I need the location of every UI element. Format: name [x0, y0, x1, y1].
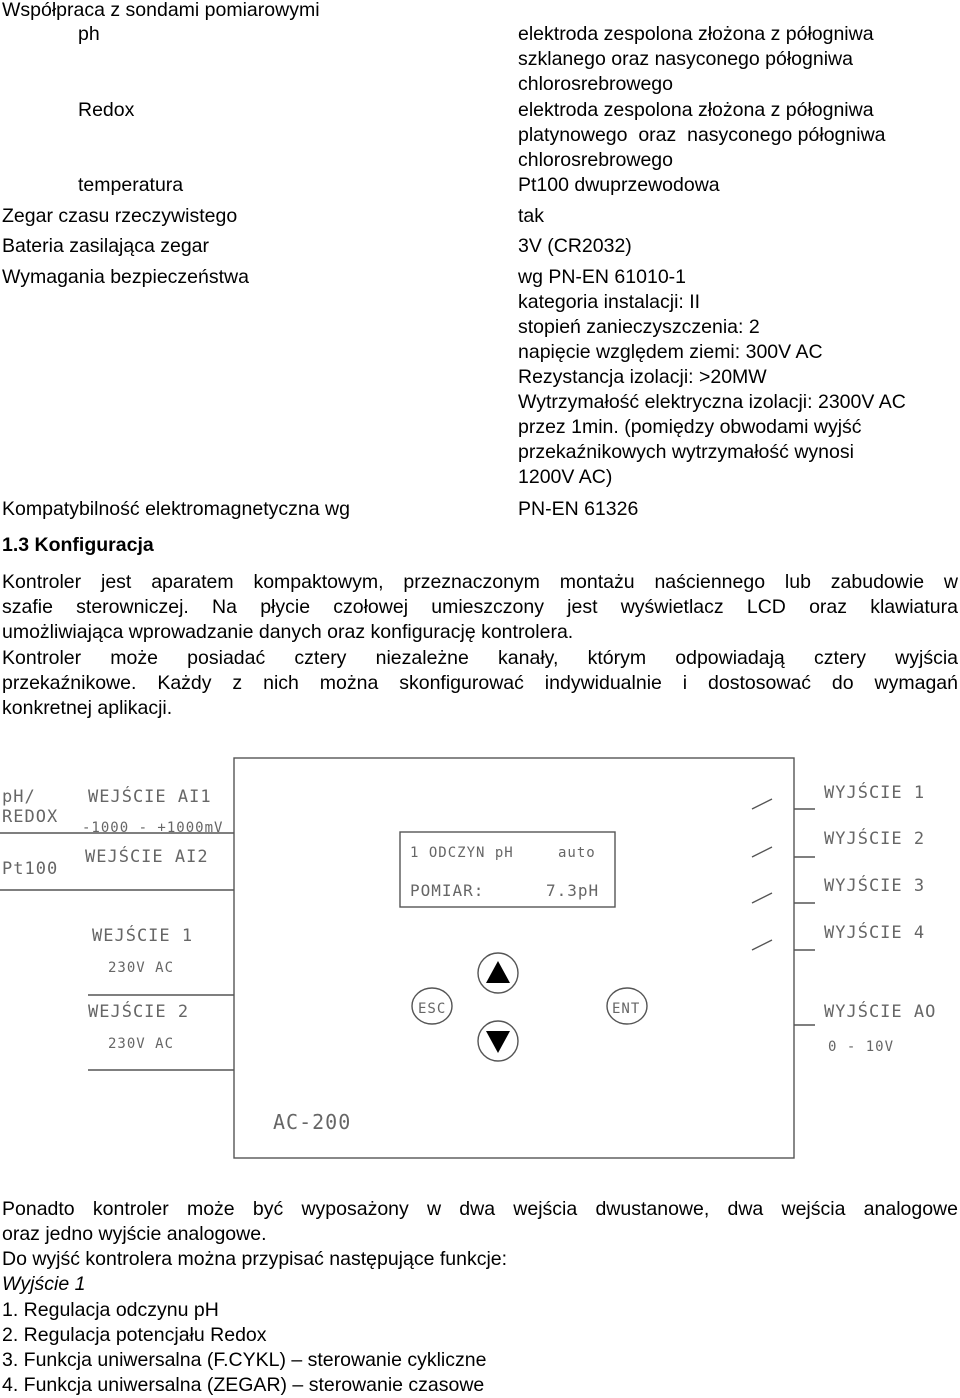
spec-label-ph: ph	[78, 23, 100, 45]
label-ai2: WEJŚCIE AI2	[85, 847, 209, 867]
lcd-line2-right: 7.3pH	[546, 881, 600, 900]
spec-value-battery: 3V (CR2032)	[518, 235, 632, 257]
label-out2: WYJŚCIE 2	[824, 829, 926, 849]
arrow-down-icon	[486, 1031, 510, 1053]
label-di1-volt: 230V AC	[108, 960, 175, 976]
label-out4: WYJŚCIE 4	[824, 923, 926, 943]
spec-label-emc: Kompatybilność elektromagnetyczna wg	[2, 498, 350, 520]
label-di2-volt: 230V AC	[108, 1036, 175, 1052]
spec-value-safety-8: przekaźnikowych wytrzymałość wynosi	[518, 441, 854, 463]
list-item: 4. Funkcja uniwersalna (ZEGAR) – sterowanie czasowe	[2, 1374, 485, 1396]
label-out3: WYJŚCIE 3	[824, 876, 926, 896]
label-ai1-range: -1000 - +1000mV	[82, 820, 224, 836]
spec-value-redox-1: elektroda zespolona złożona z półogniwa	[518, 99, 874, 121]
spec-label-battery: Bateria zasilająca zegar	[2, 235, 210, 257]
label-di1: WEJŚCIE 1	[92, 926, 194, 946]
spec-value-safety-6: Wytrzymałość elektryczna izolacji: 2300V AC	[518, 391, 906, 413]
label-ph-redox-2: REDOX	[2, 807, 59, 827]
paragraph-line: przekaźnikowe. Każdy z nich można skonfigurować indywidualnie i dostosować do wymagań	[2, 672, 958, 694]
list-item: 3. Funkcja uniwersalna (F.CYKL) – sterowanie cykliczne	[2, 1349, 487, 1371]
spec-value-redox-2: platynowego oraz nasyconego półogniwa	[518, 124, 886, 146]
spec-value-safety-9: 1200V AC)	[518, 466, 613, 488]
paragraph-line: Ponadto kontroler może być wyposażony w dwa wejścia dwustanowe, dwa wejścia analogowe	[2, 1198, 958, 1220]
spec-value-emc: PN-EN 61326	[518, 498, 639, 520]
paragraph-intro	[2, 570, 958, 645]
spec-label-probes: Współpraca z sondami pomiarowymi	[2, 0, 320, 21]
relay-switch-2	[752, 847, 815, 857]
spec-label-safety: Wymagania bezpieczeństwa	[2, 266, 249, 288]
relay-switch-4	[752, 940, 815, 950]
spec-value-redox-3: chlorosrebrowego	[518, 149, 674, 171]
spec-label-temperature: temperatura	[78, 174, 184, 196]
lcd-line1-right: auto	[558, 845, 596, 861]
section-title: 1.3 Konfiguracja	[2, 534, 154, 556]
paragraph-line: Kontroler jest aparatem kompaktowym, przeznaczonym montażu naściennego lub zabudowie w	[2, 571, 958, 593]
lcd-line2-left: POMIAR:	[410, 881, 485, 900]
spec-label-redox: Redox	[78, 99, 135, 121]
paragraph-line: oraz jedno wyjście analogowe.	[2, 1223, 267, 1245]
spec-label-rtc: Zegar czasu rzeczywistego	[2, 205, 238, 227]
arrow-up-icon	[486, 961, 510, 983]
spec-value-ph-1: elektroda zespolona złożona z półogniwa	[518, 23, 874, 45]
label-ph-redox-1: pH/	[2, 787, 36, 807]
output-heading: Wyjście 1	[2, 1273, 86, 1295]
spec-value-safety-2: kategoria instalacji: II	[518, 291, 701, 313]
spec-value-temperature: Pt100 dwuprzewodowa	[518, 174, 720, 196]
spec-value-safety-3: stopień zanieczyszczenia: 2	[518, 316, 760, 338]
paragraph-functions-intro: Do wyjść kontrolera można przypisać następujące funkcje:	[2, 1248, 508, 1270]
label-outao: WYJŚCIE AO	[824, 1002, 937, 1022]
paragraph-line: umożliwiająca wprowadzanie danych oraz konfigurację kontrolera.	[2, 621, 574, 643]
spec-value-safety-4: napięcie względem ziemi: 300V AC	[518, 341, 823, 363]
spec-value-safety-7: przez 1min. (pomiędzy obwodami wyjść	[518, 416, 862, 438]
paragraph-line: szafie sterowniczej. Na płycie czołowej umieszczony jest wyświetlacz LCD oraz klawiatura	[2, 596, 958, 618]
label-outao-range: 0 - 10V	[828, 1039, 895, 1055]
spec-value-safety-5: Rezystancja izolacji: >20MW	[518, 366, 767, 388]
lcd-line1-left: 1 ODCZYN pH	[410, 845, 514, 861]
label-pt100: Pt100	[2, 859, 59, 879]
front-panel-diagram	[0, 755, 960, 1175]
paragraph-channels	[2, 646, 958, 721]
paragraph-extra-io	[2, 1197, 958, 1247]
list-item: 1. Regulacja odczynu pH	[2, 1299, 219, 1321]
model-label: AC-200	[273, 1110, 352, 1134]
label-ai1: WEJŚCIE AI1	[88, 787, 212, 807]
relay-switch-3	[752, 893, 815, 903]
label-di2: WEJŚCIE 2	[88, 1002, 190, 1022]
spec-value-safety-1: wg PN-EN 61010-1	[518, 266, 686, 288]
ent-key-label: ENT	[612, 1001, 641, 1017]
enclosure-outline	[234, 758, 794, 1158]
spec-value-ph-2: szklanego oraz nasyconego półogniwa	[518, 48, 853, 70]
esc-key-label: ESC	[418, 1001, 447, 1017]
spec-value-rtc: tak	[518, 205, 545, 227]
spec-value-ph-3: chlorosrebrowego	[518, 73, 674, 95]
paragraph-line: Kontroler może posiadać cztery niezależne kanały, którym odpowiadają cztery wyjścia	[2, 647, 958, 669]
paragraph-line: konkretnej aplikacji.	[2, 697, 173, 719]
list-item: 2. Regulacja potencjału Redox	[2, 1324, 267, 1346]
label-out1: WYJŚCIE 1	[824, 783, 926, 803]
relay-switch-1	[752, 799, 815, 809]
